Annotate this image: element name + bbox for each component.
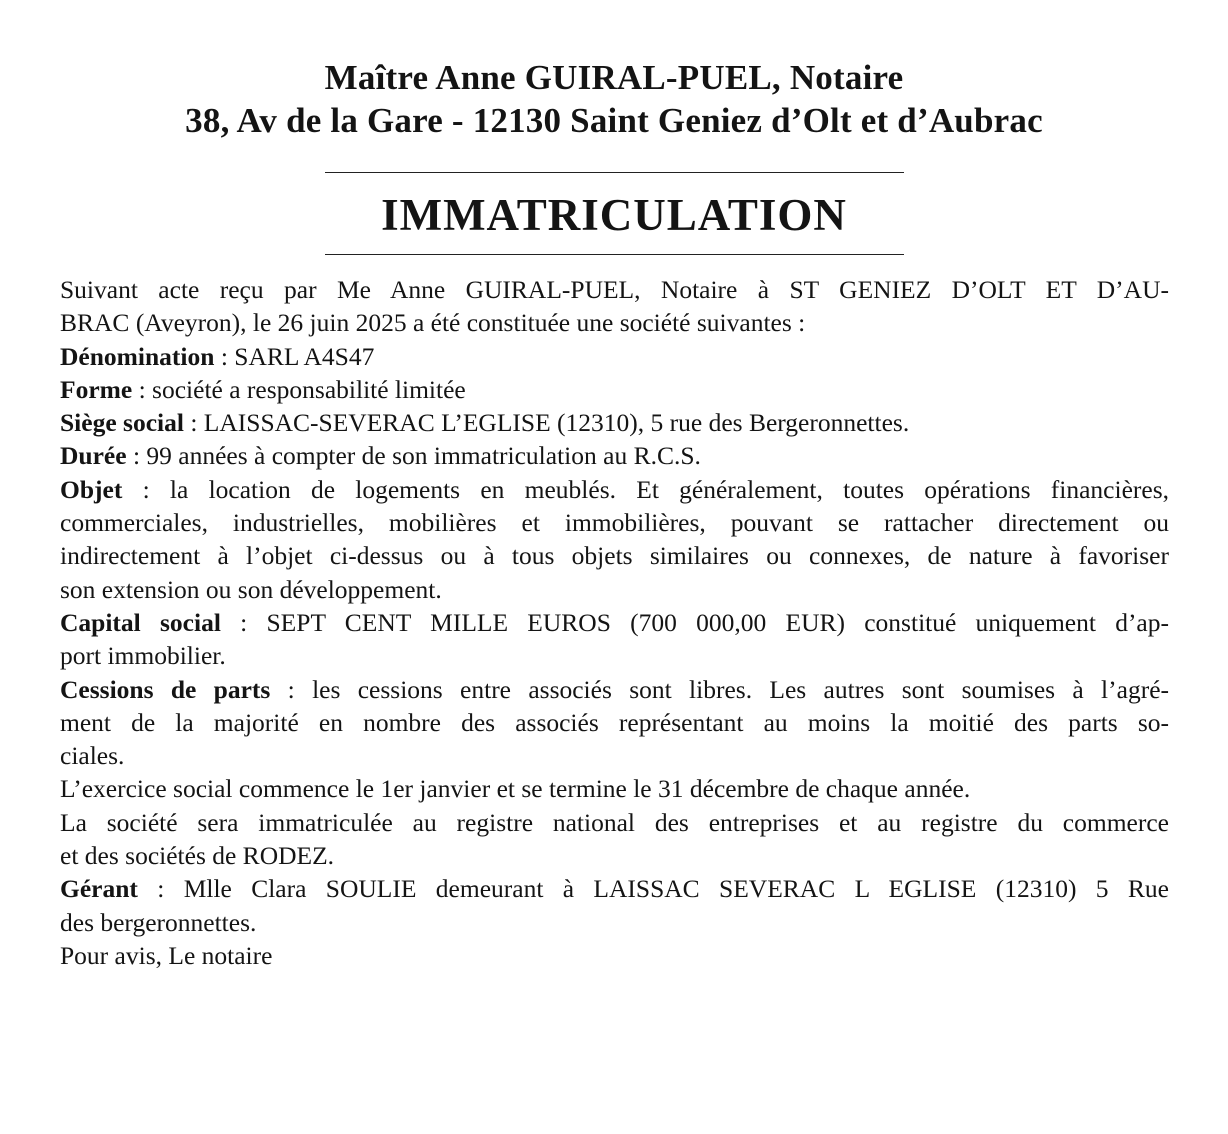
- registre-line-2: et des sociétés de RODEZ.: [60, 841, 335, 871]
- duree-field: [60, 439, 1169, 472]
- duree-value: : 99 années à compter de son immatriculation au R.C.S.: [126, 441, 701, 471]
- gerant-line-2: des bergeronnettes.: [60, 907, 257, 937]
- gerant-label: Gérant: [60, 874, 138, 904]
- forme-value: : société a responsabilité limitée: [132, 374, 466, 404]
- siege-field: [60, 406, 1169, 439]
- capital-line-1: [60, 606, 1169, 639]
- cessions-line-1: [60, 673, 1169, 706]
- cessions-line-3: ciales.: [60, 741, 125, 771]
- siege-value: : LAISSAC-SEVERAC L’EGLISE (12310), 5 rue des Bergeronnettes.: [183, 408, 910, 438]
- objet-line-4: son extension ou son développement.: [60, 574, 442, 604]
- notice-title: IMMATRICULATION: [381, 190, 847, 240]
- capital-value-1: : SEPT CENT MILLE EUROS (700 000,00 EUR) constitué uniquement d’ap-: [220, 607, 1169, 637]
- denomination-label: Dénomination: [60, 341, 215, 371]
- objet-line-1: [60, 473, 1169, 506]
- cessions-value-1: : les cessions entre associés sont libres. Les autres sont soumises à l’agré-: [270, 674, 1169, 704]
- title-bottom-rule: [325, 254, 904, 255]
- objet-line-2: commerciales, industrielles, mobilières et immobilières, pouvant se rattacher directement ou: [60, 508, 1169, 538]
- cessions-label: Cessions de parts: [60, 674, 271, 704]
- notary-name: Maître Anne GUIRAL-PUEL, Notaire: [324, 58, 904, 97]
- registre-line-1: La société sera immatriculée au registre national des entreprises et au registre du commerce: [60, 807, 1169, 837]
- denomination-value: : SARL A4S47: [214, 341, 375, 371]
- intro-line-1: Suivant acte reçu par Me Anne GUIRAL-PUEL, Notaire à ST GENIEZ D’OLT ET D’AU-: [60, 275, 1169, 304]
- objet-value-1: : la location de logements en meublés. Et généralement, toutes opérations financières,: [122, 474, 1169, 504]
- title-top-rule: [325, 172, 904, 173]
- notary-header: [0, 56, 1228, 142]
- objet-label: Objet: [60, 474, 123, 504]
- forme-field: [60, 373, 1169, 406]
- notice-body: [60, 273, 1169, 972]
- gerant-value-1: : Mlle Clara SOULIE demeurant à LAISSAC SEVERAC L EGLISE (12310) 5 Rue: [137, 874, 1169, 904]
- gerant-line-1: [60, 872, 1169, 905]
- capital-label: Capital social: [60, 607, 221, 637]
- notary-address: 38, Av de la Gare - 12130 Saint Geniez d’Olt et d’Aubrac: [185, 101, 1043, 140]
- denomination-field: [60, 340, 1169, 373]
- siege-label: Siège social: [60, 408, 184, 438]
- capital-line-2: port immobilier.: [60, 641, 226, 671]
- exercice-line: L’exercice social commence le 1er janvier et se termine le 31 décembre de chaque année.: [60, 774, 971, 804]
- intro-line-2: BRAC (Aveyron), le 26 juin 2025 a été constituée une société suivantes :: [60, 308, 806, 338]
- closing-line: Pour avis, Le notaire: [60, 940, 273, 970]
- cessions-line-2: ment de la majorité en nombre des associés représentant au moins la moitié des parts so-: [60, 707, 1169, 737]
- forme-label: Forme: [60, 374, 133, 404]
- objet-line-3: indirectement à l’objet ci-dessus ou à tous objets similaires ou connexes, de nature à favoriser: [60, 541, 1169, 571]
- duree-label: Durée: [60, 441, 127, 471]
